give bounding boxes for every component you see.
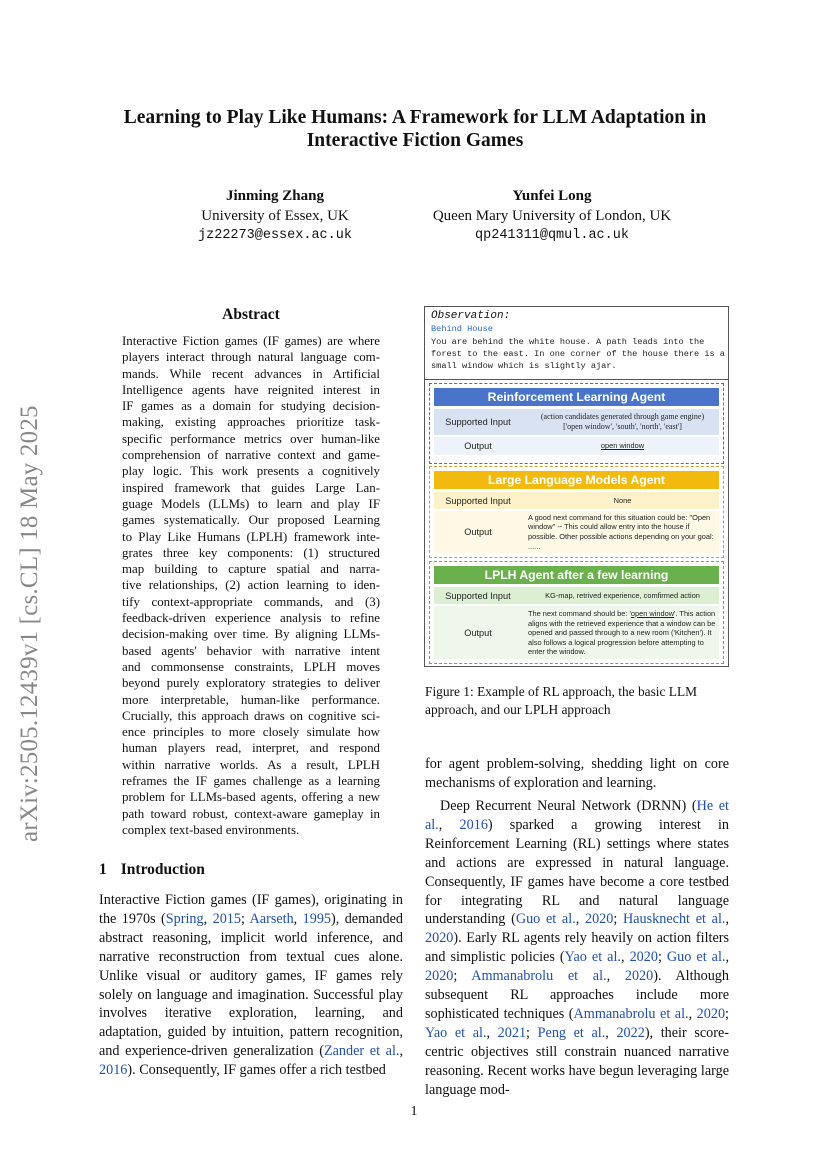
observation-heading: Observation: xyxy=(431,310,511,322)
citation-link[interactable]: 1995 xyxy=(302,910,332,927)
citation-link[interactable]: Peng et al. xyxy=(537,1024,606,1041)
rl-output-label: Output xyxy=(464,441,492,451)
paragraph-text: , xyxy=(438,816,460,833)
abstract-line: path toward robust, context-aware gameplay in xyxy=(122,806,380,821)
citation-link[interactable]: Yao et al. xyxy=(564,949,621,966)
lplh-input-value: KG-map, retrived experience, comfirmed action xyxy=(545,590,700,600)
citation-link[interactable]: Zander et al. xyxy=(323,1043,400,1060)
llm-output-label: Output xyxy=(464,527,492,537)
author-name: Jinming Zhang xyxy=(226,188,324,204)
citation-link[interactable]: 2022 xyxy=(616,1024,645,1041)
paragraph-text: , xyxy=(620,949,630,966)
intro-paragraph-3 xyxy=(425,797,729,1100)
citation-link[interactable]: 2020 xyxy=(624,968,654,985)
llm-input-label: Supported Input xyxy=(445,495,511,506)
citation-link[interactable]: Guo et al. xyxy=(515,911,576,928)
llm-input-row xyxy=(434,492,719,509)
lplh-output-label: Output xyxy=(464,627,492,638)
paragraph-text: ). Early RL agents rely heavily on action filters and simplistic policies ( xyxy=(425,930,729,966)
citation-link[interactable]: 2015 xyxy=(212,910,241,927)
abstract-line: map building to capture spatial and narra- xyxy=(122,562,380,577)
paragraph-text: , xyxy=(486,1024,498,1041)
abstract-line: within narrative worlds. As a result, LPLH xyxy=(122,757,380,772)
author-email[interactable]: qp241311@qmul.ac.uk xyxy=(475,228,629,243)
abstract-line: more interpretable, human-like performance. xyxy=(122,692,380,707)
llm-input-value: None xyxy=(613,495,632,505)
section-title: Introduction xyxy=(120,861,205,878)
author-block-1 xyxy=(185,186,365,246)
rl-output-row xyxy=(434,437,719,455)
citation-link[interactable]: Spring xyxy=(165,910,204,927)
paragraph-text: , xyxy=(725,911,729,928)
citation-link[interactable]: 2020 xyxy=(584,911,614,928)
abstract-line: reframes the IF games challenge as a learning xyxy=(122,774,380,789)
lplh-output-rest: '. This action aligns with the retrieved experience that a window can be opened and passed through to a new room ('Kitchen'). It also follows a logical progression before attempting to enter the window. xyxy=(528,609,716,657)
abstract-line: mands. While recent advances in Artificial xyxy=(122,366,380,381)
paragraph-text: Interactive Fiction games (IF games), originating in the 1970s ( xyxy=(99,892,403,927)
abstract-line: grates three key components: (1) structured xyxy=(122,545,380,560)
abstract-line: problem for LLMs-based agents, offering a new xyxy=(122,790,380,805)
rl-agent-panel xyxy=(429,383,724,464)
paragraph-text: , xyxy=(293,910,303,927)
observation-text: You are behind the white house. A path leads into the forest to the east. In one corner of the house there is a small window which is slightly ajar. xyxy=(431,337,725,371)
citation-link[interactable]: Ammanabrolu et al. xyxy=(471,968,607,985)
intro-paragraph-2 xyxy=(425,755,729,793)
citation-link[interactable]: Guo et al. xyxy=(666,949,726,966)
paragraph-text: ) sparked a growing interest in Reinforcement Learning (RL) settings where states and actions are expressed in natural language. Consequently, IF games have become a core testbed for integrating RL and natural language understanding ( xyxy=(425,816,730,928)
abstract-line: Intelligence agents have reignited interest in xyxy=(122,382,380,397)
author-name: Yunfei Long xyxy=(512,188,592,204)
paragraph-text: ; xyxy=(526,1024,538,1041)
citation-link[interactable]: 2020 xyxy=(696,1005,726,1022)
abstract-line: beyond purely exploratory strategies to deliver xyxy=(122,676,380,691)
page-number: 1 xyxy=(410,1104,418,1119)
rl-output-value: open window xyxy=(600,441,645,451)
paragraph-text: , xyxy=(575,911,585,928)
paragraph-text: ), demanded abstract reasoning, implicit world inference, and narrative reconstruction from textual cues alone. Unlike visual or auditory games, IF games rely solely on language and imagination. Successful play involves iterative exploration, learning, and adaptation, guided by intuition, pattern recognition, and experience-driven generalization ( xyxy=(99,910,404,1060)
paragraph-text: Deep Recurrent Neural Network (DRNN) ( xyxy=(440,798,697,814)
paragraph-text: ; xyxy=(657,949,667,966)
rl-input-value xyxy=(526,409,719,435)
citation-link[interactable]: 2020 xyxy=(425,930,454,947)
paragraph-text: ). Consequently, IF games offer a rich testbed xyxy=(127,1062,386,1079)
rl-input-value-line-2: ['open window', 'south', 'north', 'east'] xyxy=(563,422,682,431)
lplh-input-row xyxy=(434,587,719,604)
abstract-line: guage Models (LLMs) to learn and play IF xyxy=(122,496,380,511)
abstract-line: inspired framework that guides Large Lan- xyxy=(122,480,380,495)
abstract-line: Crucially, this approach draws on cognitive sci- xyxy=(122,708,380,723)
observation-location: Behind House xyxy=(431,324,493,334)
section-heading xyxy=(99,861,205,879)
paragraph-text: ), their score-centric objectives still constrain nuanced narrative reasoning. Recent works have begun leveraging large language mod- xyxy=(425,1024,730,1098)
lplh-input-label: Supported Input xyxy=(445,590,511,601)
paper-title xyxy=(80,106,750,152)
paragraph-text: , xyxy=(203,910,213,927)
paragraph-text: ; xyxy=(613,911,624,928)
citation-link[interactable]: 2021 xyxy=(497,1024,527,1041)
citation-link[interactable]: 2016 xyxy=(99,1062,128,1079)
paragraph-text: , xyxy=(399,1043,403,1060)
paragraph-text: , xyxy=(605,1024,617,1041)
paragraph-text: , xyxy=(688,1005,697,1022)
arxiv-stamp[interactable]: arXiv:2505.12439v1 [cs.CL] 18 May 2025 xyxy=(16,405,43,842)
abstract-line: based agents' behavior with narrative intent xyxy=(122,643,380,658)
abstract-heading: Abstract xyxy=(222,306,280,323)
paragraph-text: , xyxy=(606,968,625,985)
author-email[interactable]: jz22273@essex.ac.uk xyxy=(198,228,352,243)
abstract-line: games systematically. Our proposed Learning xyxy=(122,513,380,528)
abstract-line: feedback-driven experience analysis to refine xyxy=(122,611,380,626)
author-affiliation: Queen Mary University of London, UK xyxy=(432,208,672,224)
abstract-line: specific performance metrics over human-like xyxy=(122,431,380,446)
citation-link[interactable]: Hausknecht et al. xyxy=(623,911,726,928)
paragraph-text: ; xyxy=(725,1005,729,1022)
citation-link[interactable]: Ammanabrolu et al. xyxy=(573,1005,689,1022)
abstract-line: Interactive Fiction games (IF games) are where xyxy=(122,334,380,348)
lplh-output-command: open window xyxy=(630,609,675,618)
abstract-line: human players read, interpret, and respond xyxy=(122,741,380,756)
llm-output-row xyxy=(434,511,719,553)
author-affiliation: University of Essex, UK xyxy=(201,208,349,224)
abstract-line: tify context-appropriate commands, and (3) xyxy=(122,594,380,609)
abstract-line: play logic. This work presents a cognitively xyxy=(122,464,380,479)
rl-input-label: Supported Input xyxy=(445,417,511,427)
citation-link[interactable]: 2020 xyxy=(629,949,658,966)
figure-caption: Figure 1: Example of RL approach, the basic LLM approach, and our LPLH approach xyxy=(425,684,698,717)
abstract-body xyxy=(122,333,380,838)
section-number: 1 xyxy=(99,861,107,878)
paper-title-line-1: Learning to Play Like Humans: A Framework for LLM Adaptation in xyxy=(123,107,707,128)
paragraph-text: ; xyxy=(240,910,250,927)
rl-input-value-line-1: (action candidates generated through game engine) xyxy=(540,412,705,422)
figure-1 xyxy=(424,306,729,667)
abstract-line: tive relationships, (2) action learning to iden- xyxy=(122,578,380,593)
paper-title-line-2: Interactive Fiction Games xyxy=(306,130,524,151)
paragraph-text: ). Although subsequent RL approaches include more sophisticated techniques ( xyxy=(425,968,729,1022)
intro-paragraph-1 xyxy=(99,891,403,1080)
citation-link[interactable]: 2020 xyxy=(425,968,454,985)
lplh-agent-panel xyxy=(429,561,724,664)
abstract-line: comprehension of narrative context and game- xyxy=(122,448,380,463)
abstract-line: and commonsense constraints, LPLH moves xyxy=(122,659,380,674)
citation-link[interactable]: Aarseth xyxy=(249,910,294,927)
abstract-line: ence principles to more closely simulate how xyxy=(122,725,380,740)
paragraph-text: for agent problem-solving, shedding light on core mechanisms of exploration and learning. xyxy=(425,756,729,791)
llm-output-value: A good next command for this situation could be: "Open window" -- This could allow entry into the house if possible. Other possible actions depending on your goal: ...... xyxy=(528,512,714,551)
author-block-2 xyxy=(412,186,692,246)
abstract-line: IF games as a domain for studying decision- xyxy=(122,399,380,414)
citation-link[interactable]: 2016 xyxy=(459,816,488,833)
paragraph-text: , xyxy=(725,949,730,966)
lplh-output-prefix: The next command should be: ' xyxy=(528,609,631,618)
lplh-output-value xyxy=(526,606,719,659)
citation-link[interactable]: Yao et al. xyxy=(425,1024,487,1041)
rl-agent-title: Reinforcement Learning Agent xyxy=(434,388,719,406)
citation-link[interactable]: He et al. xyxy=(425,798,729,833)
llm-agent-panel xyxy=(429,466,724,558)
lplh-output-row xyxy=(434,606,719,659)
abstract-line: decision-making over time. By aligning LLMs- xyxy=(122,627,380,642)
abstract-line: making, existing approaches prioritize task- xyxy=(122,415,380,430)
abstract-line: complex text-based environments. xyxy=(122,822,300,837)
observation-box xyxy=(425,307,728,380)
rl-input-row xyxy=(434,409,719,435)
lplh-agent-title: LPLH Agent after a few learning xyxy=(434,566,719,584)
abstract-line: to Play Like Humans (LPLH) framework inte- xyxy=(122,529,380,544)
paragraph-text: ; xyxy=(453,968,472,985)
llm-agent-title: Large Language Models Agent xyxy=(434,471,719,489)
abstract-line: players interact through natural language com- xyxy=(122,350,380,365)
